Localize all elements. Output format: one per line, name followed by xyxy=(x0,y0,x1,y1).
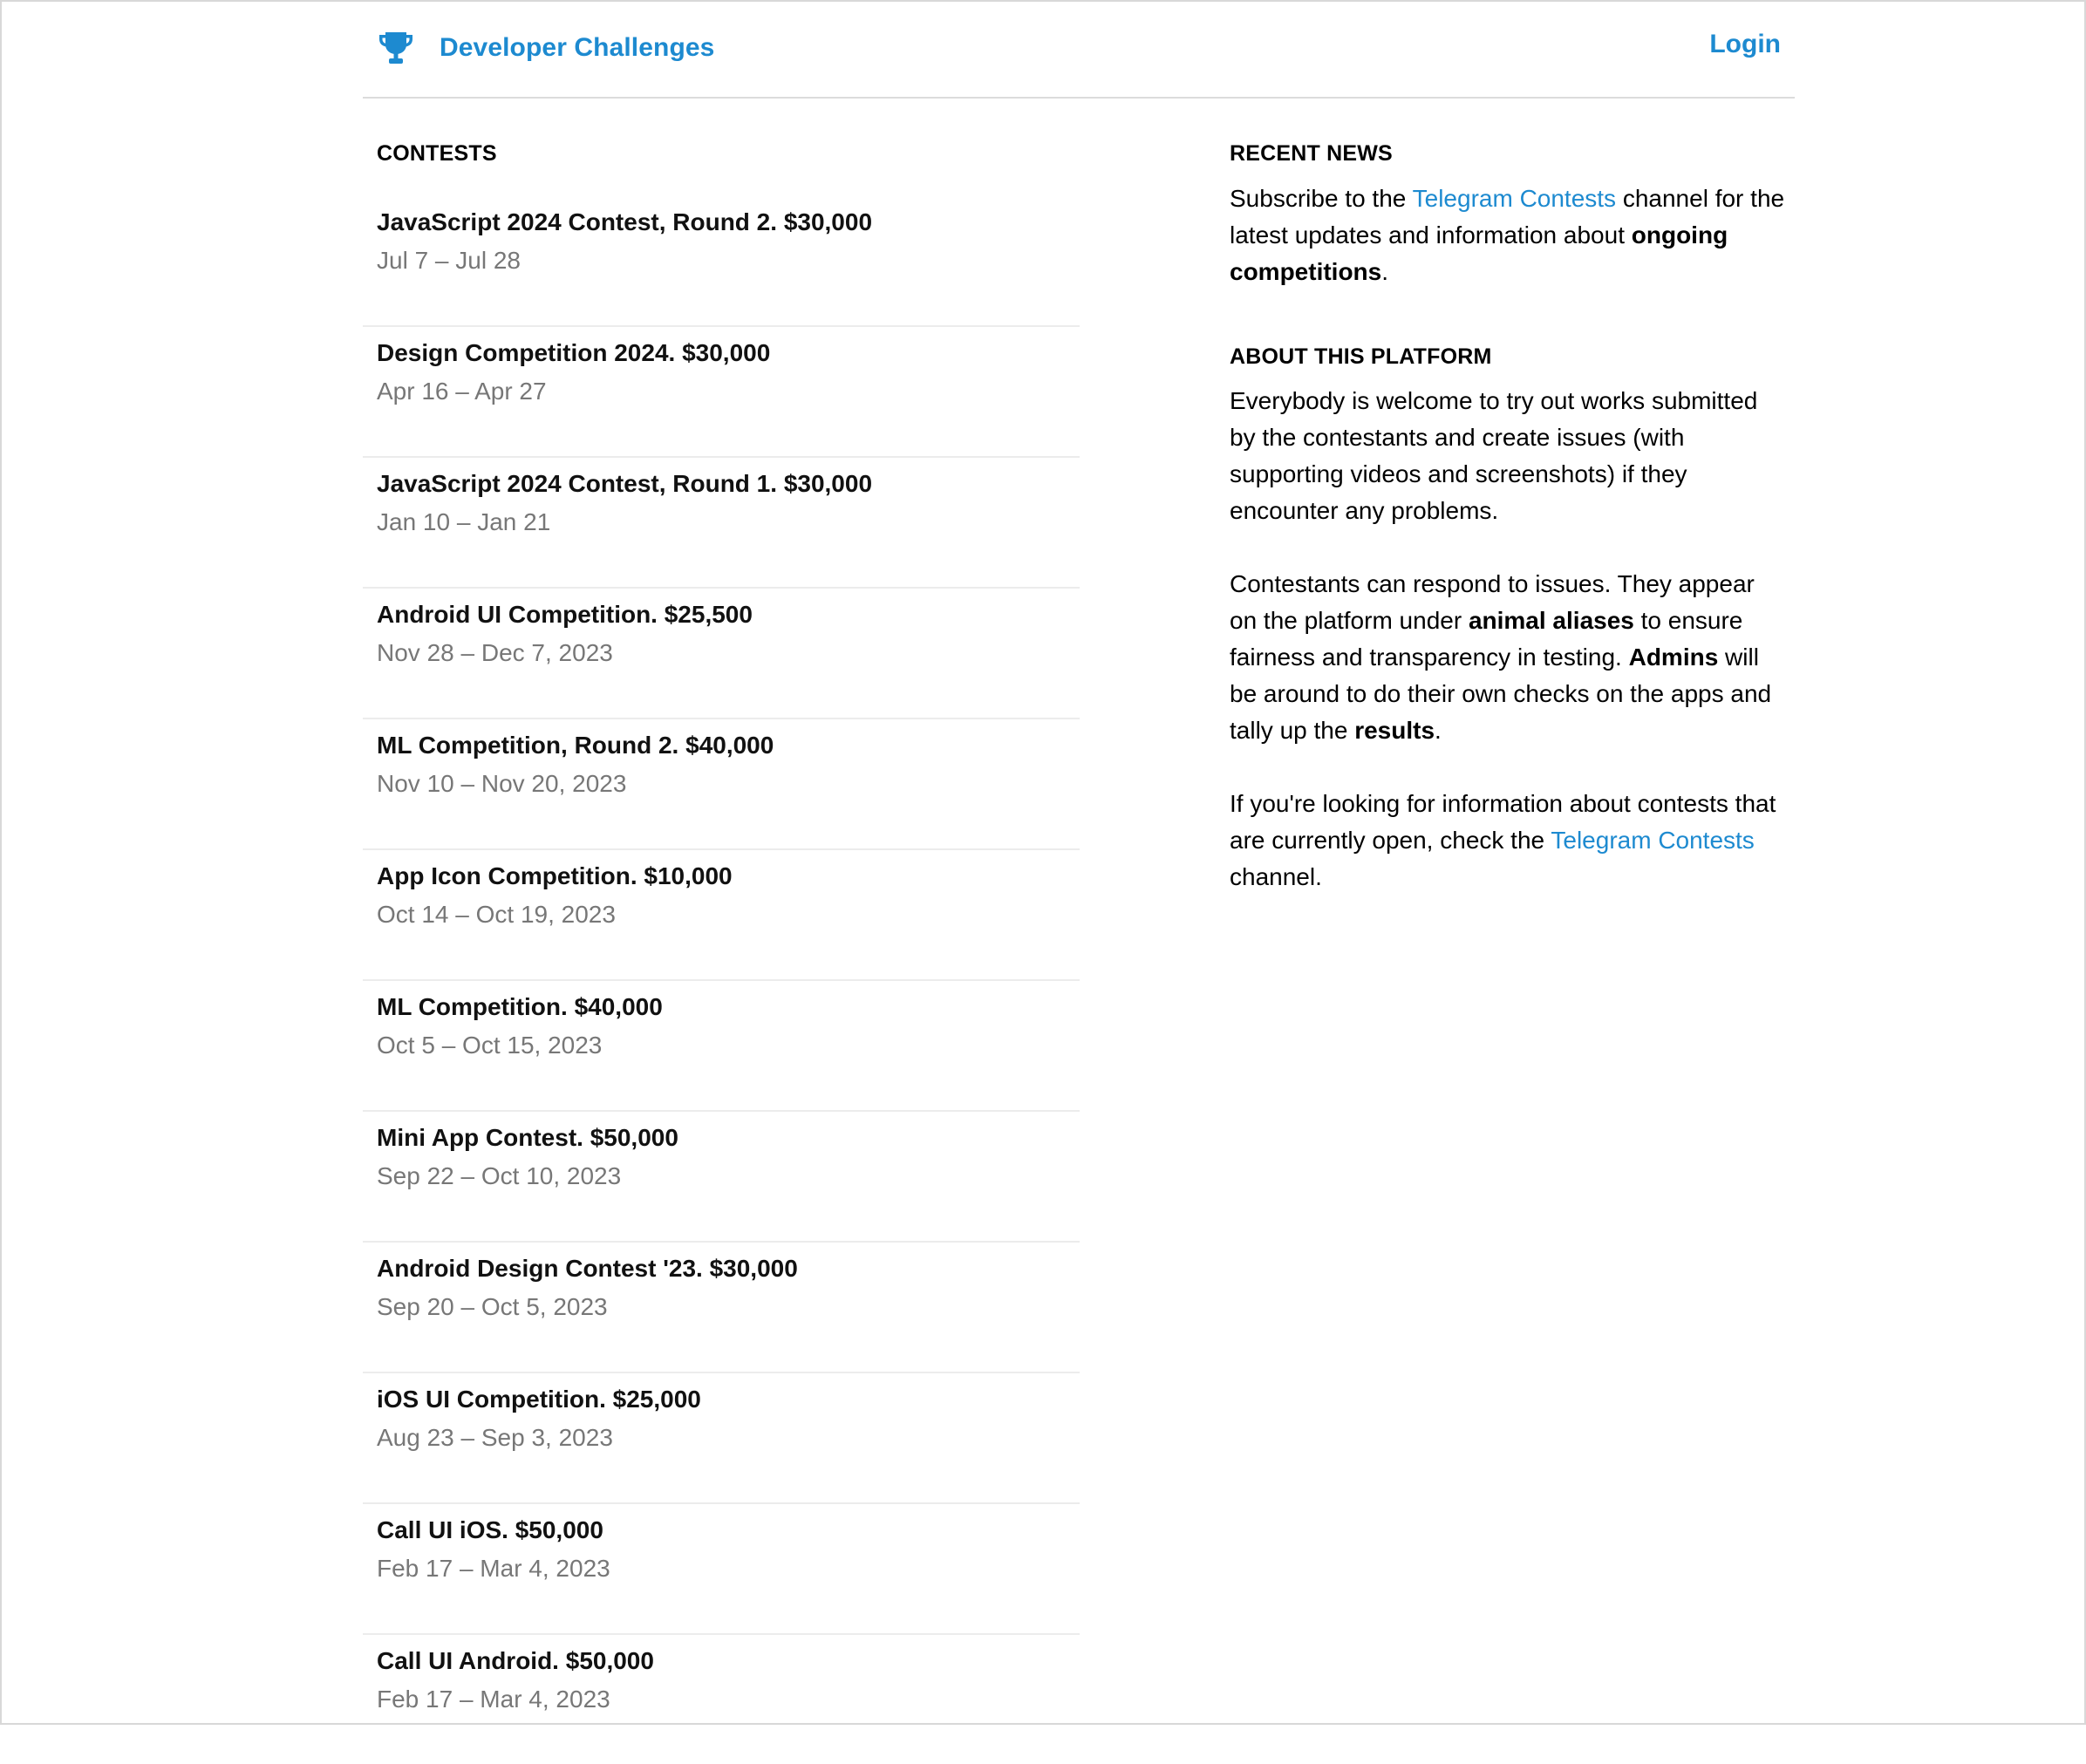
about-p2-a: Contestants can respond to issues. They appear on the platform under xyxy=(1230,570,1755,634)
about-text xyxy=(1230,383,1788,932)
contest-name: Call UI iOS. $50,000 xyxy=(377,1516,603,1543)
contest-dates: Nov 28 – Dec 7, 2023 xyxy=(377,639,613,666)
contest-dates: Feb 17 – Mar 4, 2023 xyxy=(377,1686,610,1713)
login-link[interactable]: Login xyxy=(1709,30,1781,58)
contest-list xyxy=(363,196,1080,1764)
contest-item[interactable] xyxy=(363,1504,1080,1635)
contest-name: Android Design Contest '23. $30,000 xyxy=(377,1255,798,1282)
recent-news-text xyxy=(1230,180,1788,290)
about-p2-d: . xyxy=(1435,717,1442,744)
contest-name: Call UI Android. $50,000 xyxy=(377,1647,654,1674)
contest-dates: Oct 14 – Oct 19, 2023 xyxy=(377,901,616,928)
trophy-icon xyxy=(377,31,415,65)
brand-link[interactable] xyxy=(377,31,714,65)
contest-dates: Sep 22 – Oct 10, 2023 xyxy=(377,1162,622,1189)
news-text-middle: channel for the latest updates and information about xyxy=(1230,185,1785,249)
contest-dates: Apr 16 – Apr 27 xyxy=(377,378,547,405)
contest-dates: Nov 10 – Nov 20, 2023 xyxy=(377,770,627,797)
about-p2-bold2: Admins xyxy=(1628,644,1719,671)
contest-dates: Sep 20 – Oct 5, 2023 xyxy=(377,1293,608,1320)
contest-dates: Jan 10 – Jan 21 xyxy=(377,508,551,535)
about-p2-bold3: results xyxy=(1354,717,1435,744)
about-p2-bold1: animal aliases xyxy=(1468,607,1634,634)
contest-item[interactable] xyxy=(363,589,1080,719)
news-text-after: . xyxy=(1381,258,1389,285)
contest-item[interactable] xyxy=(363,327,1080,458)
contest-name: ML Competition, Round 2. $40,000 xyxy=(377,732,774,759)
about-paragraph-1: Everybody is welcome to try out works submitted by the contestants and create issues (with supporting videos and screenshots) if they encounter any problems. xyxy=(1230,387,1758,524)
contest-item[interactable] xyxy=(363,850,1080,981)
contest-dates: Jul 7 – Jul 28 xyxy=(377,247,521,274)
telegram-contests-link-2[interactable]: Telegram Contests xyxy=(1551,827,1755,854)
contest-item[interactable] xyxy=(363,1635,1080,1764)
contest-item[interactable] xyxy=(363,1243,1080,1373)
page xyxy=(363,2,1795,1713)
contest-name: App Icon Competition. $10,000 xyxy=(377,862,733,889)
about-heading: ABOUT THIS PLATFORM xyxy=(1230,344,1492,369)
recent-news-heading: RECENT NEWS xyxy=(1230,141,1393,166)
about-p2-c: will be around to do their own checks on the apps and tally up the xyxy=(1230,644,1772,744)
about-p2-b: to ensure fairness and transparency in testing. xyxy=(1230,607,1743,671)
contest-name: iOS UI Competition. $25,000 xyxy=(377,1386,701,1413)
about-paragraph-3 xyxy=(1230,786,1788,896)
header xyxy=(363,2,1795,99)
contest-dates: Aug 23 – Sep 3, 2023 xyxy=(377,1424,613,1451)
contest-name: ML Competition. $40,000 xyxy=(377,993,663,1020)
contest-item[interactable] xyxy=(363,1112,1080,1243)
about-p3-a: If you're looking for information about contests that are currently open, check the xyxy=(1230,790,1776,854)
contest-item[interactable] xyxy=(363,1373,1080,1504)
brand-title: Developer Challenges xyxy=(440,33,715,62)
contest-item[interactable] xyxy=(363,458,1080,589)
about-p3-b: channel. xyxy=(1230,863,1322,890)
telegram-contests-link[interactable]: Telegram Contests xyxy=(1412,185,1617,212)
contest-item[interactable] xyxy=(363,719,1080,850)
news-text-before: Subscribe to the xyxy=(1230,185,1413,212)
contest-item[interactable] xyxy=(363,196,1080,327)
contests-heading: CONTESTS xyxy=(377,141,497,166)
contest-name: Android UI Competition. $25,500 xyxy=(377,601,753,628)
news-bold: ongoing competitions xyxy=(1230,221,1728,285)
about-paragraph-2 xyxy=(1230,566,1788,749)
contest-name: Design Competition 2024. $30,000 xyxy=(377,339,771,366)
contest-name: JavaScript 2024 Contest, Round 2. $30,000 xyxy=(377,208,873,235)
contest-name: Mini App Contest. $50,000 xyxy=(377,1124,678,1151)
contest-name: JavaScript 2024 Contest, Round 1. $30,000 xyxy=(377,470,873,497)
contest-item[interactable] xyxy=(363,981,1080,1112)
contest-dates: Feb 17 – Mar 4, 2023 xyxy=(377,1555,610,1582)
contest-dates: Oct 5 – Oct 15, 2023 xyxy=(377,1032,603,1059)
